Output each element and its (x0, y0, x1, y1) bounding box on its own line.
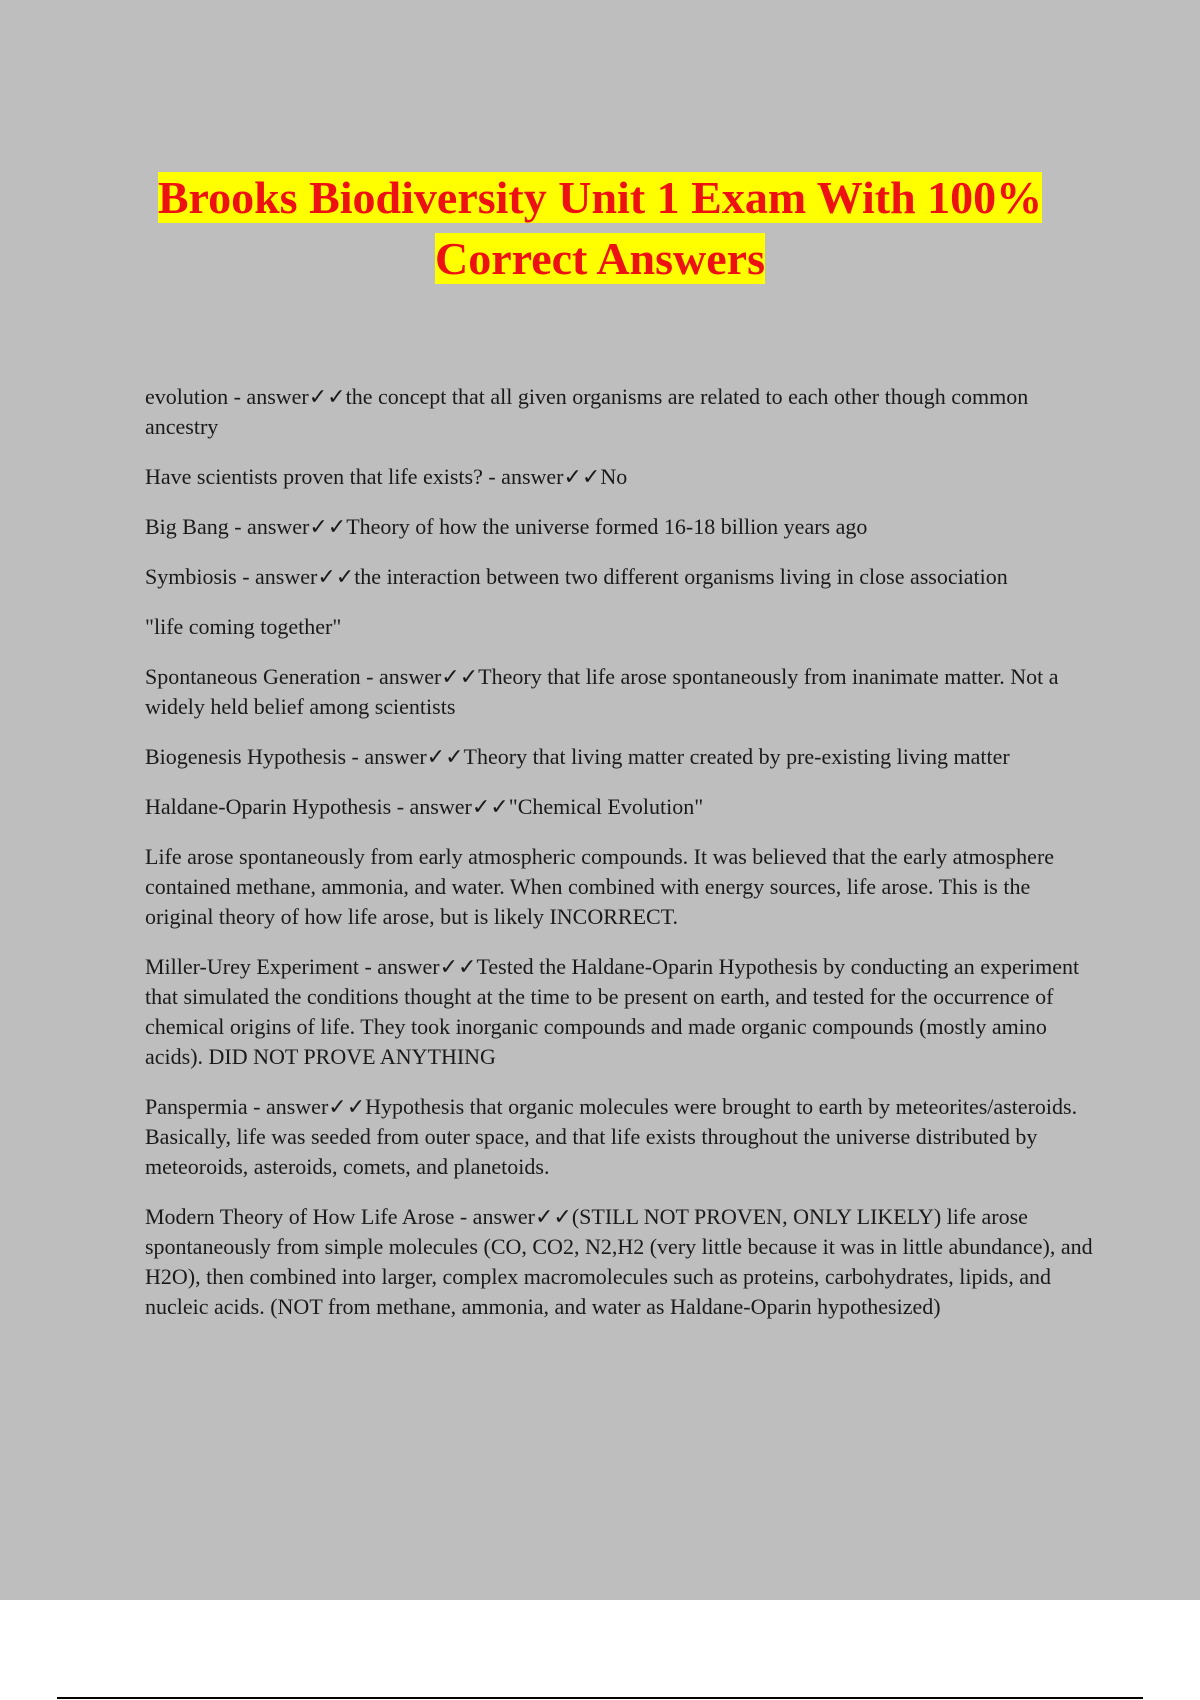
title-line-2: Correct Answers (435, 233, 765, 284)
entry-evolution: evolution - answer✓✓the concept that all given organisms are related to each other though common ancestry (145, 384, 1029, 439)
entry-life-coming-together: "life coming together" (145, 614, 342, 639)
entry-life-exists: Have scientists proven that life exists? - answer✓✓No (145, 464, 628, 489)
entry-modern-theory: Modern Theory of How Life Arose - answer✓✓(STILL NOT PROVEN, ONLY LIKELY) life arose spontaneously from simple molecules (CO, CO2, N2,H2 (very little because it was in little abundance), and H2O), then combined into larger, complex macromolecules such as proteins, carbohydrates, lipids, and nucleic acids. (NOT from methane, ammonia, and water as Haldane-Oparin hypothesized) (145, 1204, 1093, 1319)
entry-spontaneous-generation: Spontaneous Generation - answer✓✓Theory that life arose spontaneously from inanimate matter. Not a widely held belief among scientists (145, 664, 1059, 719)
title-line-1: Brooks Biodiversity Unit 1 Exam With 100% (157, 172, 1043, 223)
document-body (145, 382, 1100, 1342)
entry-panspermia: Panspermia - answer✓✓Hypothesis that organic molecules were brought to earth by meteorites/asteroids. Basically, life was seeded from outer space, and that life exists throughout the universe distributed by meteoroids, asteroids, comets, and planetoids. (145, 1094, 1078, 1179)
entry-haldane-oparin-detail: Life arose spontaneously from early atmospheric compounds. It was believed that the early atmosphere contained methane, ammonia, and water. When combined with energy sources, life arose. This is the original theory of how life arose, but is likely INCORRECT. (145, 844, 1055, 929)
document-title (100, 167, 1100, 289)
entry-biogenesis: Biogenesis Hypothesis - answer✓✓Theory that living matter created by pre-existing living matter (145, 744, 1010, 769)
entry-haldane-oparin: Haldane-Oparin Hypothesis - answer✓✓"Chemical Evolution" (145, 794, 704, 819)
entry-big-bang: Big Bang - answer✓✓Theory of how the universe formed 16-18 billion years ago (145, 514, 868, 539)
entry-symbiosis: Symbiosis - answer✓✓the interaction between two different organisms living in close association (145, 564, 1008, 589)
footer-divider (57, 1697, 1143, 1699)
entry-miller-urey: Miller-Urey Experiment - answer✓✓Tested the Haldane-Oparin Hypothesis by conducting an experiment that simulated the conditions thought at the time to be present on earth, and tested for the occurrence of chemical origins of life. They took inorganic compounds and made organic compounds (mostly amino acids). DID NOT PROVE ANYTHING (145, 954, 1080, 1069)
